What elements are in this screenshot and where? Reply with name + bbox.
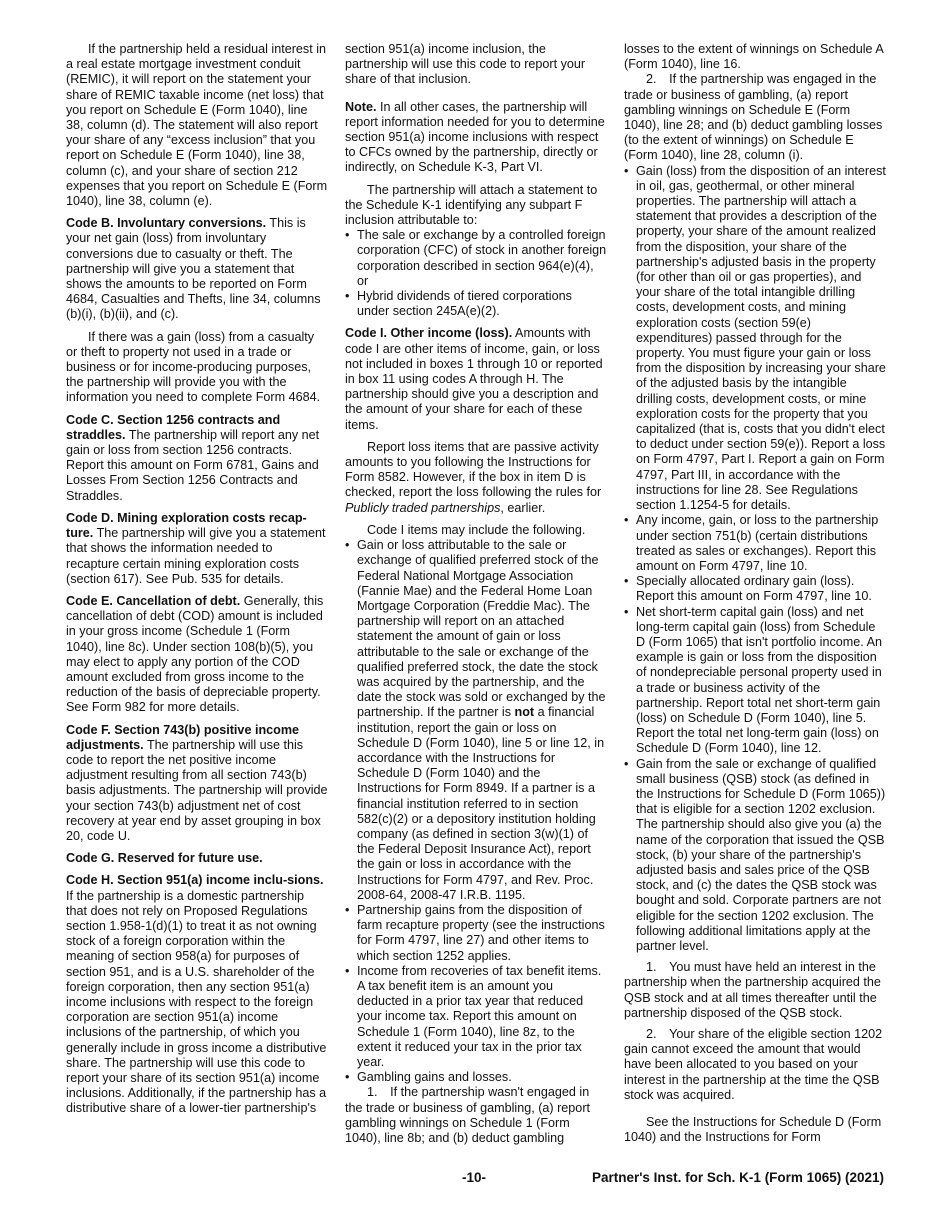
list-item: • Hybrid dividends of tiered corporations under section 245A(e)(2). (345, 289, 607, 319)
numbered-item: 2. If the partnership was engaged in the trade or business of gambling, (a) report gambling winnings on Schedule E (Form 1040), line 28; and (b) deduct gambling losses (to the extent of winnings) on Schedule E (Form 1040), line 28, column (i). (624, 72, 883, 163)
code-g-heading: Code G. Reserved for future use. (66, 851, 263, 866)
code-e-paragraph: Code E. Cancellation of debt. Generally, this cancellation of debt (COD) amount is included in your gross income (Schedule 1 (Form 1040), line 8c). Under section 108(b)(5), you may elect to apply any portion of the COD amount excluded from gross income to the reduction of the basis of depreciable property. See Form 982 for more details. (66, 593, 324, 715)
list-item: • Gambling gains and losses. (345, 1070, 607, 1085)
passive-loss-paragraph: Report loss items that are passive activity amounts to you following the Instructions for Form 8582. However, if the box in item D is checked, report the loss following the rules for Publicly traded partnerships, earlier. (345, 439, 602, 515)
note-heading: Note. (345, 99, 377, 114)
page-number: -10- (462, 1170, 487, 1185)
code-i-items-intro: Code I items may include the following. (367, 522, 586, 537)
page-footer (0, 1170, 950, 1190)
list-item: • Gain or loss attributable to the sale or exchange of qualified preferred stock of the Federal National Mortgage Association (Fannie Mae) and the Federal Home Loan Mortgage Corporation (Freddie Mac). The partnership will report on an attached statement the amount of gain or loss attributable to the sale or exchange of the qualified preferred stock, the date the stock was acquired by the partnership, and the date the stock was sold or exchanged by the partnership. If the partner is not a financial institution, report the gain or loss on Schedule D (Form 1040), line 5 or line 12, in accordance with the Instructions for Schedule D (Form 1040) and the Instructions for Form 8949. If a partner is a financial institution referred to in section 582(c)(2) or a depository institution holding company (as defined in section 3(w)(1) of the Federal Deposit Insurance Act), report the gain or loss in accordance with the Instructions for Form 4797, and Rev. Proc. 2008-64, 2008-47 I.R.B. 1195. (345, 538, 607, 903)
inclusion-continued-paragraph: section 951(a) income inclusion, the partnership will use this code to report your share of that inclusion. (345, 42, 586, 87)
column-2 (345, 42, 607, 1146)
list-item: • Net short-term capital gain (loss) and net long-term capital gain (loss) from Schedule D (Form 1065) that isn't portfolio income. An example is gain or loss from the disposition of nondepreciable personal property used in a trade or business activity of the partnership. Report total net short-term gain (loss) on Schedule D (Form 1040), line 5. Report the total net long-term gain (loss) on Schedule D (Form 1040), line 12. (624, 605, 886, 757)
code-c-heading: Code C. Section 1256 contracts and straddles. (66, 412, 281, 442)
code-i-paragraph: Code I. Other income (loss). Amounts with code I are other items of income, gain, or loss not included in boxes 1 through 10 or reported in box 11 using codes A through H. The partnership should give you a description and the amount of your share for each of these items. (345, 326, 603, 432)
list-item: • Partnership gains from the disposition of farm recapture property (see the instructions for Form 4797, line 27) and other items to which section 1252 applies. (345, 903, 607, 964)
code-b-heading: Code B. Involuntary conversions. (66, 216, 267, 231)
subpart-f-paragraph: The partnership will attach a statement to the Schedule K-1 identifying any subpart F inclusion attributable to: (345, 182, 598, 228)
note-paragraph: Note. In all other cases, the partnership will report information needed for you to determine section 951(a) income inclusions with respect to CFCs owned by the partnership, directly or indirectly, on Schedule K-3, Part VI. (345, 99, 605, 175)
casualty-paragraph: If there was a gain (loss) from a casualty or theft to property not used in a trade or business or for income-producing purposes, the partnership will provide you with the information you need to complete Form 4684. (66, 329, 321, 405)
list-item: • Specially allocated ordinary gain (loss). Report this amount on Form 4797, line 10. (624, 574, 886, 604)
list-item: • Gain (loss) from the disposition of an interest in oil, gas, geothermal, or other mineral properties. The partnership will attach a statement that provides a description of the property, your share of the amount realized from the disposition, your share of the partnership's adjusted basis in the property (for other than oil or gas properties), and your share of the total intangible drilling costs, development costs, and mining exploration costs (section 59(e) expenditures) passed through for the property. You must figure your gain or loss from the disposition by increasing your share of the adjusted basis by the intangible drilling costs, development costs, or mine exploration costs for the property that you capitalized (that is, costs that you didn't elect to deduct under section 59(e)). Report a loss on Form 4797, Part I. Report a gain on Form 4797, Part III, in accordance with the instructions for line 28. See Regulations section 1.1254-5 for details. (624, 164, 886, 514)
code-c-paragraph: Code C. Section 1256 contracts and straddles. The partnership will report any net gain or loss from section 1256 contracts. Report this amount on Form 6781, Gains and Losses From Section 1256 Contracts and Straddles. (66, 412, 320, 503)
list-item: • Gain from the sale or exchange of qualified small business (QSB) stock (as defined in the Instructions for Schedule D (Form 1065)) that is eligible for a section 1202 exclusion. The partnership should also give you (a) the name of the corporation that issued the QSB stock, (b) your share of the partnership's adjusted basis and sales price of the QSB stock, and (c) the dates the QSB stock was bought and sold. Corporate partners are not eligible for the section 1202 exclusion. The following additional limitations apply at the partner level. (624, 757, 886, 955)
column-3 (624, 42, 886, 1152)
code-h-heading: Code H. Section 951(a) income inclu-sions. (66, 873, 324, 888)
numbered-item: 1. You must have held an interest in the partnership when the partnership acquired the QSB stock and at all times thereafter until the partnership disposed of the QSB stock. (624, 960, 881, 1020)
numbered-item: 2. Your share of the eligible section 1202 gain cannot exceed the amount that would have been allocated to you based on your interest in the partnership at the time the QSB stock was acquired. (624, 1027, 883, 1102)
code-i-heading: Code I. Other income (loss). (345, 326, 513, 341)
numbered-item: 1. If the partnership wasn't engaged in the trade or business of gambling, (a) report gambling winnings on Schedule 1 (Form 1040), line 8b; and (b) deduct gambling (345, 1085, 591, 1146)
page-title: Partner's Inst. for Sch. K-1 (Form 1065) (2021) (591, 1170, 884, 1185)
instructions-paragraph: See the Instructions for Schedule D (Form 1040) and the Instructions for Form (624, 1115, 882, 1145)
column-1 (66, 42, 328, 1124)
list-item: • Income from recoveries of tax benefit items. A tax benefit item is an amount you deducted in a prior tax year that reduced your income tax. Report this amount on Schedule 1 (Form 1040), line 8z, to the extent it reduced your tax in the prior tax year. (345, 964, 607, 1070)
list-item: • Any income, gain, or loss to the partnership under section 751(b) (certain distributions treated as sales or exchanges). Report this amount on Form 4797, line 10. (624, 513, 886, 574)
code-b-paragraph: Code B. Involuntary conversions. This is your net gain (loss) from involuntary conversions due to casualty or theft. The partnership will give you a statement that shows the amounts to be reported on Form 4684, Casualties and Thefts, line 34, columns (b)(i), (b)(ii), and (c). (66, 216, 321, 322)
code-d-paragraph: Code D. Mining exploration costs recap-ture. The partnership will give you a statement that shows the information needed to recapture certain mining exploration costs (section 617). See Pub. 535 for details. (66, 510, 326, 586)
code-e-heading: Code E. Cancellation of debt. (66, 593, 241, 608)
list-item: • The sale or exchange by a controlled foreign corporation (CFC) of stock in another foreign corporation described in section 964(e)(4), or (345, 228, 607, 289)
code-g-paragraph (66, 851, 328, 866)
code-f-paragraph: Code F. Section 743(b) positive income adjustments. The partnership will use this code to report the net positive income adjustment resulting from all section 743(b) basis adjustments. The partnership will provide your section 743(b) adjustment net of cost recovery at year end by asset grouping in box 20, code U. (66, 722, 328, 843)
remic-paragraph: If the partnership held a residual interest in a real estate mortgage investment conduit (REMIC), it will report on the statement your share of REMIC taxable income (net loss) that you report on Schedule E (Form 1040), line 38, column (d). The statement will also report your share of any “excess inclusion” that you report on Schedule E (Form 1040), line 38, column (c), and your share of section 212 expenses that you report on Schedule E (Form 1040), line 38, column (e). (66, 42, 328, 209)
code-f-heading: Code F. Section 743(b) positive income adjustments. (66, 722, 300, 752)
code-d-heading: Code D. Mining exploration costs recap-ture. (66, 510, 307, 541)
code-h-paragraph: Code H. Section 951(a) income inclu-sions. If the partnership is a domestic partnership that does not rely on Proposed Regulations section 1.958-1(d)(1) to treat it as not owning stock of a foreign corporation within the meaning of section 958(a) for purposes of section 951, and is a U.S. shareholder of the foreign corporation, then any section 951(a) income inclusions with respect to the foreign corporation are section 951(a) income inclusions of the partnership, of which you generally include in gross income a distributive share. The partnership will use this code to report your share of its section 951(a) income inclusions. Additionally, if the partnership has a distributive share of a lower-tier partnership's (66, 873, 327, 1116)
gambling-continued-paragraph: losses to the extent of winnings on Schedule A (Form 1040), line 16. (624, 42, 884, 72)
